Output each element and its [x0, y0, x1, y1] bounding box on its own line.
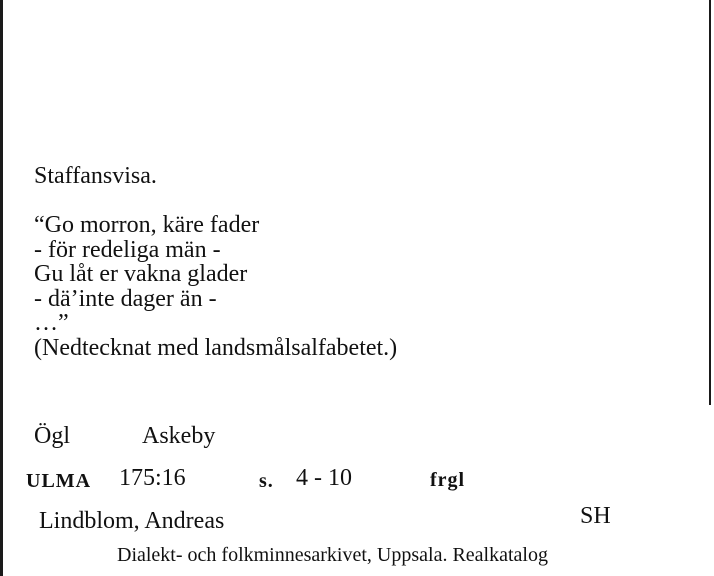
page-range: 4 - 10	[296, 465, 352, 491]
signature-initials: SH	[580, 503, 611, 529]
card-left-edge	[0, 0, 3, 576]
card-title: Staffansvisa.	[34, 163, 157, 189]
verse-text	[34, 213, 397, 360]
verse-line: - för redeliga män -	[34, 236, 221, 263]
archive-number: 175:16	[119, 465, 186, 491]
category-code: frgl	[430, 469, 466, 491]
collector-name: Lindblom, Andreas	[39, 508, 225, 534]
verse-line: …”	[34, 310, 69, 336]
verse-line: - dä’inte dager än -	[34, 285, 217, 312]
page-label: s.	[259, 470, 274, 492]
archive-label: ULMA	[26, 470, 92, 492]
verse-line: Gu låt er vakna glader	[34, 261, 248, 287]
verse-line: “Go morron, käre fader	[34, 212, 260, 238]
archive-footer: Dialekt- och folkminnesarkivet, Uppsala. Realkatalog	[117, 544, 548, 566]
place-region: Ögl	[34, 423, 70, 449]
card-right-edge	[709, 0, 711, 405]
verse-note: (Nedtecknat med landsmålsalfabetet.)	[34, 334, 398, 361]
place-parish: Askeby	[142, 423, 216, 449]
